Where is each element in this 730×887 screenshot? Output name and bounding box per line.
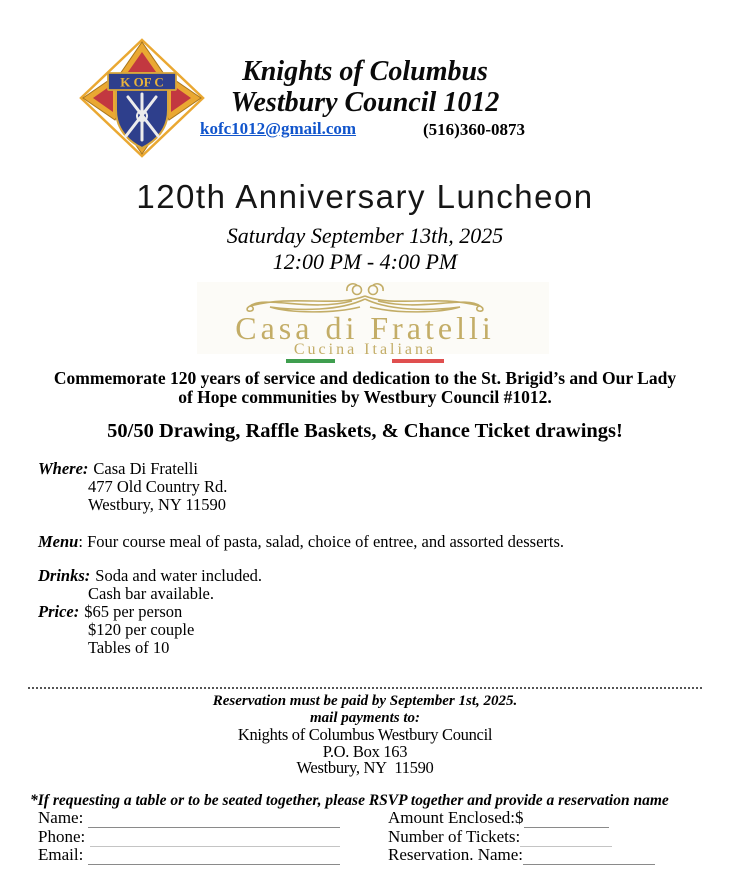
venue-tagline: Cucina Italiana	[293, 341, 437, 358]
org-name: Knights of Columbus	[242, 56, 488, 87]
price-line	[38, 603, 564, 621]
phone-row	[38, 828, 340, 846]
event-details	[38, 460, 564, 657]
reservation-name-label: Reservation. Name:	[388, 844, 524, 864]
contact-phone: (516)360-0873	[423, 120, 525, 139]
org-title-block	[0, 56, 730, 118]
price-per-person: $65 per person	[84, 602, 183, 621]
drinks-label: Drinks:	[38, 566, 91, 585]
emblem-band-text: K OF C	[120, 74, 164, 90]
where-line	[38, 460, 564, 478]
name-row	[38, 810, 340, 828]
email-row	[38, 844, 340, 865]
flag-white-segment	[335, 359, 392, 363]
price-tables: Tables of 10	[88, 638, 170, 657]
commemorate-text: Commemorate 120 years of service and dedication to the St. Brigid’s and Our Lady of Hope communities by Westbury Council #1012.	[53, 368, 677, 407]
phone-label: Phone:	[38, 826, 86, 846]
mail-payments-label: mail payments to:	[310, 710, 420, 726]
reservation-input-line[interactable]	[523, 849, 655, 865]
highlights-text: 50/50 Drawing, Raffle Baskets, & Chance Ticket drawings!	[107, 420, 623, 442]
amount-input-line[interactable]	[524, 812, 609, 828]
form-left-column	[38, 810, 340, 865]
name-label: Name:	[38, 808, 84, 828]
flag-green-segment	[286, 359, 335, 363]
payment-deadline: Reservation must be paid by September 1st, 2025.	[212, 693, 518, 709]
where-label: Where:	[38, 459, 89, 478]
email-input-line[interactable]	[88, 849, 340, 865]
drinks-text: Soda and water included.	[95, 566, 263, 585]
where-street: 477 Old Country Rd.	[88, 477, 228, 496]
amount-row	[388, 810, 658, 828]
flag-red-segment	[392, 359, 444, 363]
event-title: 120th Anniversary Luncheon	[136, 178, 594, 215]
mail-address-line3: Westbury, NY 11590	[296, 758, 434, 777]
form-right-column	[388, 810, 658, 865]
tickets-row	[388, 828, 658, 846]
number-of-tickets-label: Number of Tickets:	[388, 826, 521, 846]
rsvp-note: *If requesting a table or to be seated together, please RSVP together and provide a reservation name	[30, 792, 669, 809]
contact-email-link[interactable]: kofc1012@gmail.com	[200, 119, 357, 138]
where-venue: Casa Di Fratelli	[93, 459, 198, 478]
event-time: 12:00 PM - 4:00 PM	[272, 249, 458, 274]
mail-address-line2: P.O. Box 163	[322, 741, 408, 761]
italian-flag-bar	[286, 359, 444, 363]
price-per-couple: $120 per couple	[88, 620, 195, 639]
name-input-line[interactable]	[88, 812, 340, 828]
event-date: Saturday September 13th, 2025	[226, 223, 504, 248]
price-label: Price:	[38, 602, 80, 621]
tickets-input-line[interactable]	[520, 831, 612, 847]
payment-block	[0, 693, 730, 777]
menu-label: Menu	[38, 532, 79, 551]
venue-logo	[0, 282, 730, 363]
mail-address-line1: Knights of Columbus Westbury Council	[237, 725, 493, 744]
email-label: Email:	[38, 844, 84, 864]
amount-enclosed-label: Amount Enclosed:$	[388, 808, 524, 828]
phone-input-line[interactable]	[90, 831, 340, 847]
menu-line	[38, 533, 564, 551]
where-city: Westbury, NY 11590	[88, 495, 226, 514]
council-name: Westbury Council 1012	[230, 87, 500, 118]
menu-text: : Four course meal of pasta, salad, choice of entree, and assorted desserts.	[78, 532, 565, 551]
drinks-line	[38, 567, 564, 585]
dotted-divider	[28, 687, 702, 689]
drinks-line2: Cash bar available.	[88, 584, 214, 603]
reservation-row	[388, 844, 658, 865]
venue-name: Casa di Fratelli	[235, 310, 495, 346]
